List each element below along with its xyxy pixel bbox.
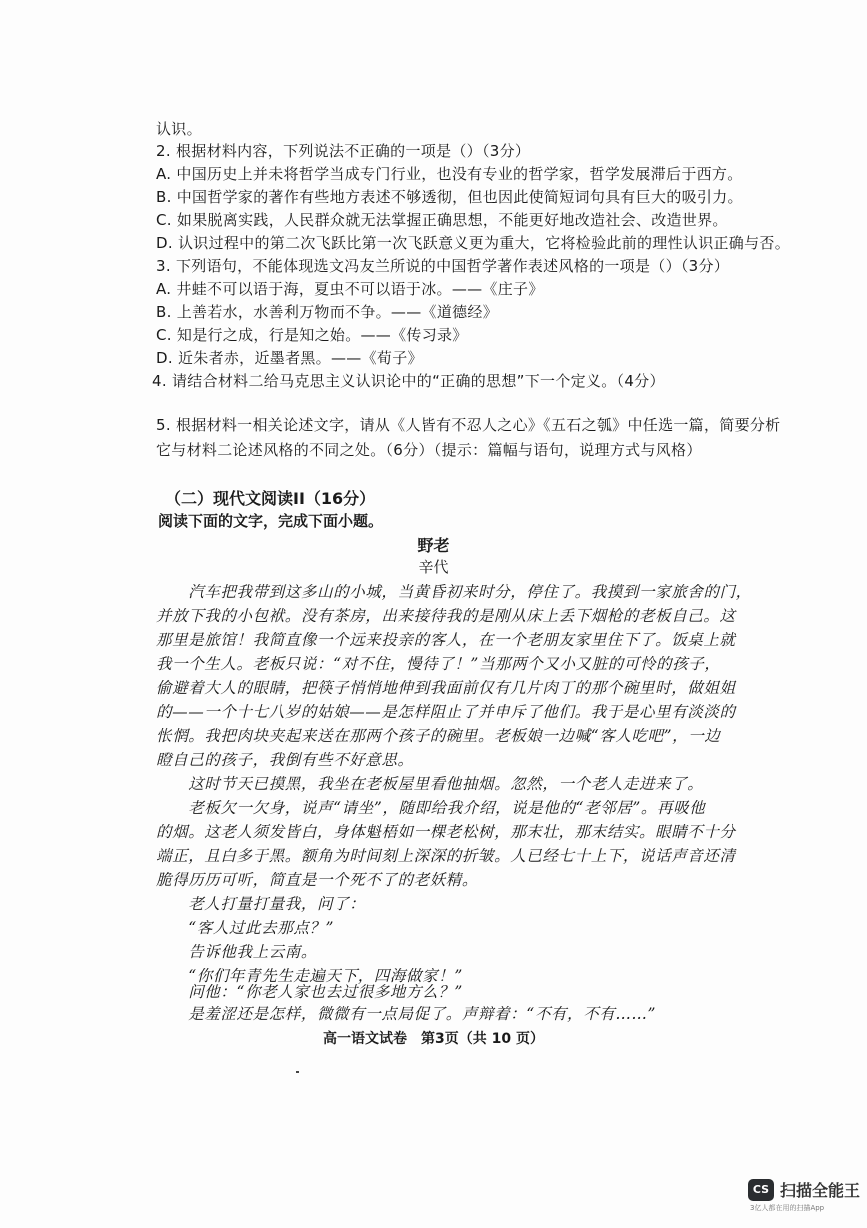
story-line: 老人打量打量我，问了：: [156, 895, 366, 913]
story-line: “你们年青先生走遍天下，四海做家！”: [156, 967, 463, 985]
story-line: 问他：“你老人家也去过很多地方么？”: [156, 983, 463, 1001]
scan-speck: [296, 1071, 299, 1073]
story-line: 这时节天已摸黑，我坐在老板屋里看他抽烟。忽然，一个老人走进来了。: [156, 775, 704, 793]
story-line: 汽车把我带到这多山的小城，当黄昏初来时分，停住了。我摸到一家旅舍的门，: [156, 583, 752, 601]
watermark-subtitle: 3亿人都在用的扫描App: [750, 1204, 825, 1212]
story-line: 并放下我的小包袱。没有茶房，出来接待我的是刚从床上丢下烟枪的老板自己。这: [156, 607, 736, 625]
question-3-option-a: A. 井蛙不可以语于海，夏虫不可以语于冰。——《庄子》: [156, 280, 544, 298]
section-heading: （二）现代文阅读II（16分）: [165, 489, 376, 508]
question-2-option-c: C. 如果脱离实践，人民群众就无法掌握正确思想，不能更好地改造社会、改造世界。: [156, 211, 728, 229]
reading-instruction: 阅读下面的文字，完成下面小题。: [158, 512, 384, 530]
story-line: 脆得历历可听，简直是一个死不了的老妖精。: [156, 871, 479, 889]
story-title: 野老: [417, 536, 450, 555]
scanner-watermark: [748, 1178, 860, 1201]
story-line: 的——一个十七八岁的姑娘——是怎样阻止了并申斥了他们。我于是心里有淡淡的: [156, 703, 736, 721]
story-line: 老板欠一欠身，说声“请坐”，随即给我介绍，说是他的“老邻居”。再吸他: [156, 799, 706, 817]
question-5-line-2: 它与材料二论述风格的不同之处。（6分）（提示：篇幅与语句，说理方式与风格）: [156, 441, 702, 459]
story-line: 是羞涩还是怎样，微微有一点局促了。声辩着：“不有，不有……”: [156, 1005, 657, 1023]
question-3-option-d: D. 近朱者赤，近墨者黑。——《荀子》: [156, 349, 423, 367]
question-3-option-b: B. 上善若水，水善利万物而不争。——《道德经》: [156, 303, 499, 321]
story-line: 告诉他我上云南。: [156, 943, 318, 961]
question-2-option-a: A. 中国历史上并未将哲学当成专门行业，也没有专业的哲学家，哲学发展滞后于西方。: [156, 165, 743, 183]
carryover-text: 认识。: [156, 120, 202, 138]
story-line: 瞪自己的孩子，我倒有些不好意思。: [156, 751, 414, 769]
story-line: 那里是旅馆！我简直像一个远来投亲的客人，在一个老朋友家里住下了。饭桌上就: [156, 631, 736, 649]
story-line: 的烟。这老人须发皆白，身体魁梧如一棵老松树，那末壮，那末结实。眼睛不十分: [156, 823, 736, 841]
question-2-stem: 2. 根据材料内容，下列说法不正确的一项是（）（3分）: [156, 142, 531, 160]
question-4: 4. 请结合材料二给马克思主义认识论中的“正确的思想”下一个定义。（4分）: [152, 372, 665, 390]
story-line: 偷避着大人的眼睛，把筷子悄悄地伸到我面前仅有几片肉丁的那个碗里时，做姐姐: [156, 679, 736, 697]
story-line: 端正，且白多于黑。额角为时间刻上深深的折皱。人已经七十上下，说话声音还清: [156, 847, 736, 865]
watermark-name: 扫描全能王: [780, 1181, 861, 1200]
question-2-option-d: D. 认识过程中的第二次飞跃比第一次飞跃意义更为重大，它将检验此前的理性认识正确与否。: [156, 234, 790, 252]
camscanner-logo-icon: CS: [748, 1179, 774, 1201]
question-3-option-c: C. 知是行之成，行是知之始。——《传习录》: [156, 326, 468, 344]
story-line: 我一个生人。老板只说：“对不住，慢待了！”当那两个又小又脏的可怜的孩子，: [156, 655, 721, 673]
question-3-stem: 3. 下列语句，不能体现选文冯友兰所说的中国哲学著作表述风格的一项是（）（3分）: [156, 257, 730, 275]
question-5-line-1: 5. 根据材料一相关论述文字，请从《人皆有不忍人之心》《五石之瓠》中任选一篇，简要分析: [156, 416, 781, 434]
question-2-option-b: B. 中国哲学家的著作有些地方表述不够透彻，但也因此使简短词句具有巨大的吸引力。: [156, 188, 743, 206]
story-line: 怅惘。我把肉块夹起来送在那两个孩子的碗里。老板娘一边喊“客人吃吧”，一边: [156, 727, 721, 745]
story-author: 辛代: [418, 558, 449, 576]
page-footer: 高一语文试卷 第3页（共 10 页）: [323, 1031, 544, 1047]
story-line: “客人过此去那点？”: [156, 919, 335, 937]
